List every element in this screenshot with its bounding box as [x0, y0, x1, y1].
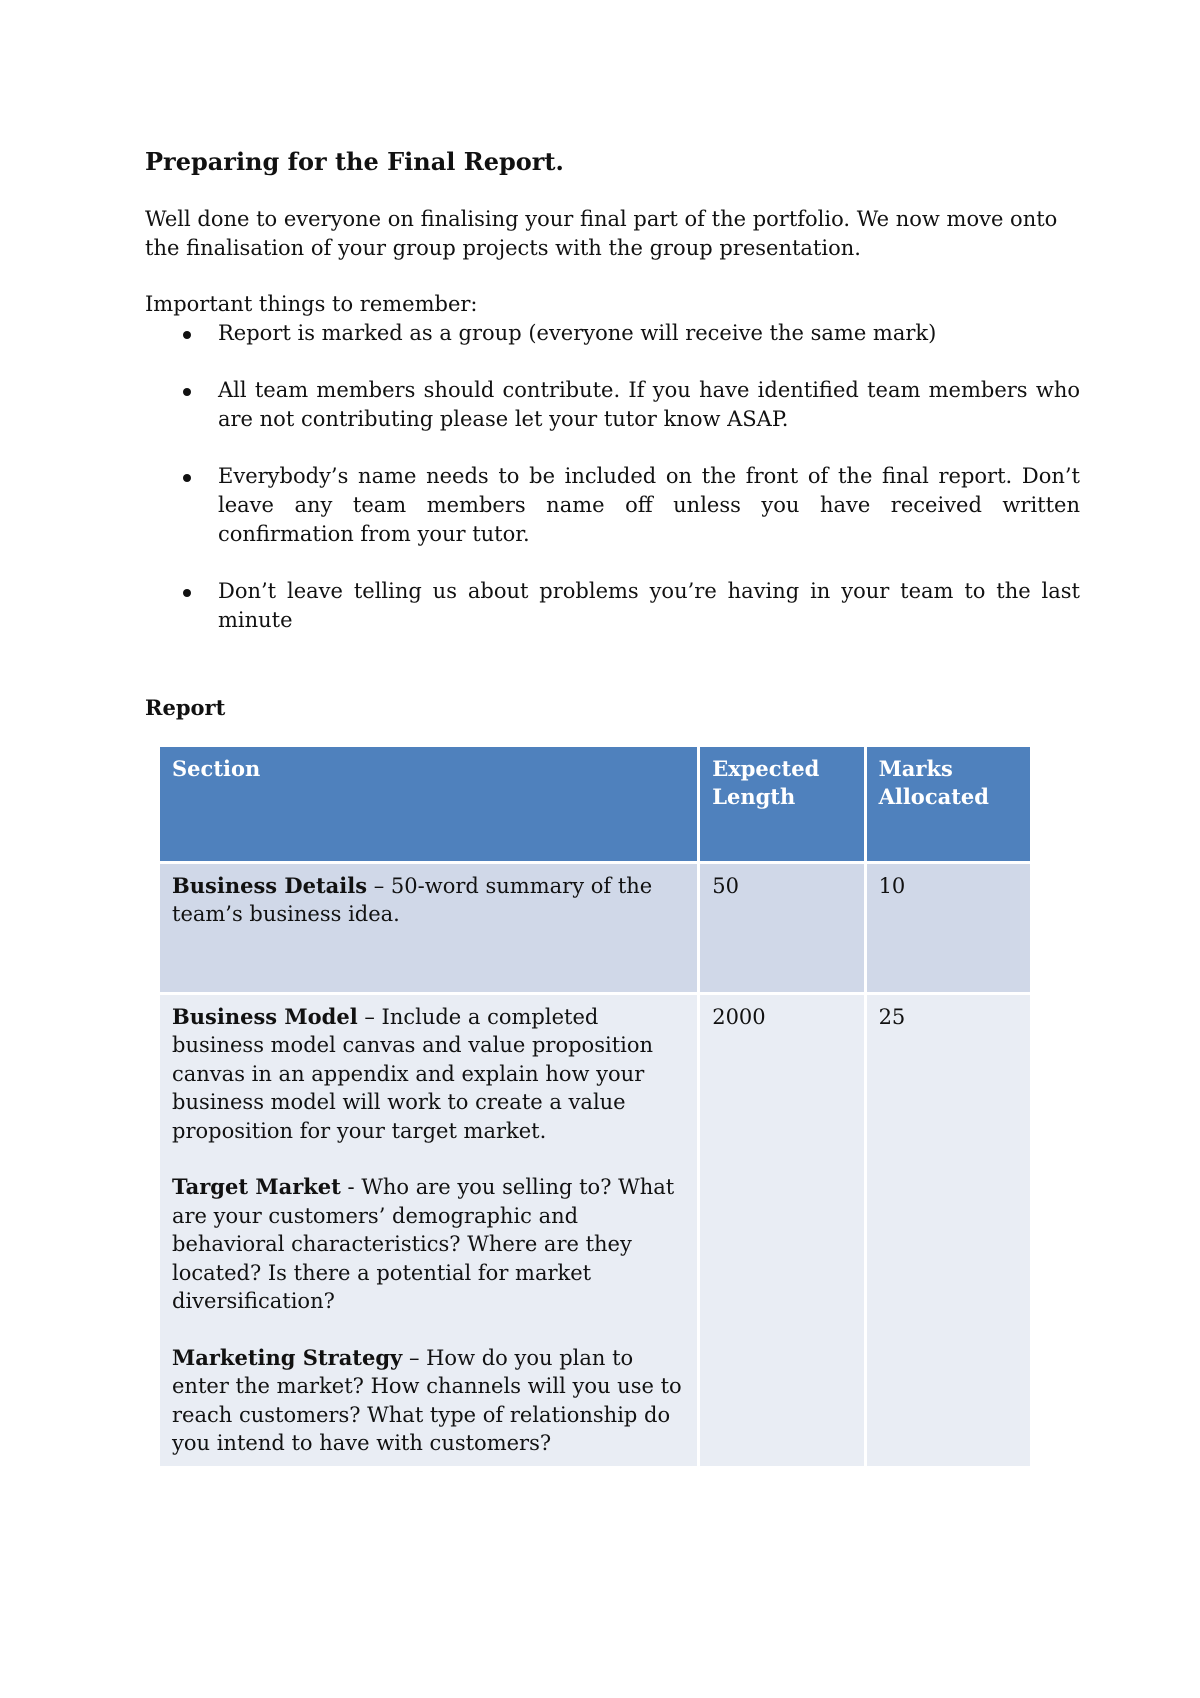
bullet-icon	[183, 589, 191, 597]
section-part-text: – Include a completed business model canvas and value proposition canvas in an appendix and explain how your business model will work to create a value proposition for your target market.	[172, 1004, 654, 1143]
section-part-text: – 50-word summary of the team’s business idea.	[172, 873, 653, 927]
list-item-text: Don’t leave telling us about problems you’re having in your team to the last minute	[218, 578, 1080, 632]
section-cell	[160, 995, 697, 1466]
section-part-title: Marketing Strategy	[172, 1344, 403, 1370]
section-part	[172, 1344, 685, 1458]
marks-allocated-cell: 25	[867, 995, 1030, 1466]
list-item	[145, 319, 1080, 348]
expected-length-cell: 2000	[700, 995, 863, 1466]
section-part	[172, 1173, 685, 1316]
marks-allocated-cell: 10	[867, 864, 1030, 992]
header-section: Section	[160, 747, 697, 861]
section-part-title: Business Details	[172, 872, 368, 898]
list-item-text: Report is marked as a group (everyone will receive the same mark)	[218, 320, 937, 345]
table-row	[160, 864, 1030, 992]
report-heading: Report	[145, 694, 226, 720]
list-intro: Important things to remember:	[145, 291, 478, 316]
section-part	[172, 1003, 685, 1146]
page-title: Preparing for the Final Report.	[145, 147, 564, 176]
section-cell	[160, 864, 697, 992]
expected-length-cell: 50	[700, 864, 863, 992]
section-part	[172, 872, 685, 929]
report-table	[157, 744, 1033, 1469]
header-expected-length: Expected Length	[700, 747, 863, 861]
list-item-text: All team members should contribute. If you have identified team members who are not contributing please let your tutor know ASAP.	[218, 377, 1080, 431]
list-item	[145, 462, 1080, 549]
section-part-title: Business Model	[172, 1003, 358, 1029]
list-item-text: Everybody’s name needs to be included on the front of the final report. Don’t leave any team members name off unless you have received written confirmation from your tutor.	[218, 463, 1080, 546]
table-row	[160, 995, 1030, 1466]
table-header-row	[160, 747, 1030, 861]
list-item	[145, 376, 1080, 434]
header-marks-allocated: Marks Allocated	[867, 747, 1030, 861]
reminder-list	[145, 319, 1080, 635]
bullet-icon	[183, 331, 191, 339]
intro-paragraph: Well done to everyone on finalising your final part of the portfolio. We now move onto the finalisation of your group projects with the group presentation.	[145, 206, 1058, 260]
section-part-title: Target Market	[172, 1174, 341, 1200]
bullet-icon	[183, 388, 191, 396]
section-part-text: – How do you plan to enter the market? How channels will you use to reach customers? What type of relationship do you intend to have with customers?	[172, 1345, 682, 1456]
bullet-icon	[183, 474, 191, 482]
section-part-text: - Who are you selling to? What are your customers’ demographic and behavioral characteristics? Where are they located? Is there a potential for market diversification?	[172, 1175, 675, 1314]
document-page	[145, 148, 1080, 1469]
list-item	[145, 577, 1080, 635]
